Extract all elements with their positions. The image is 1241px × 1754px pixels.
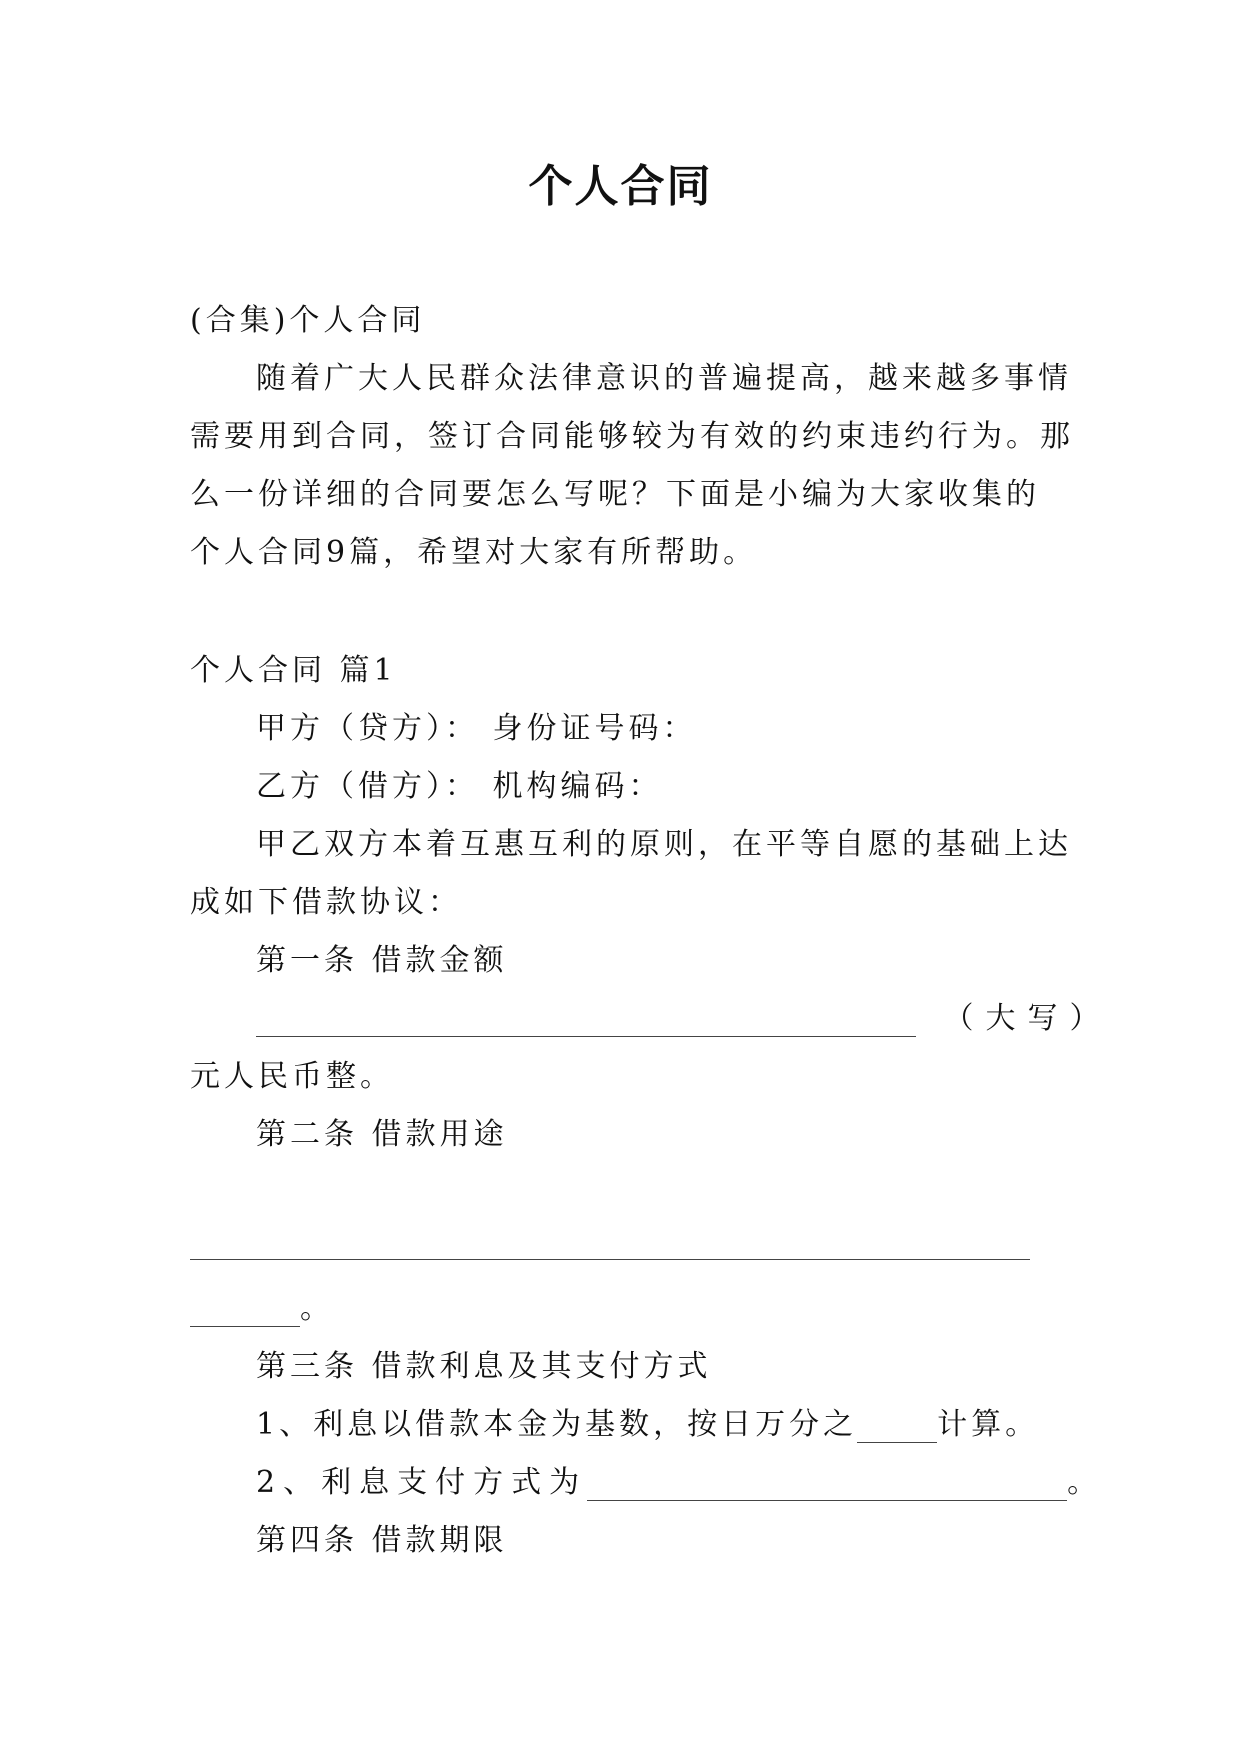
purpose-blank: [190, 1229, 1030, 1260]
purpose-blank-2: [190, 1296, 300, 1327]
article1-continuation: 元人民币整。: [190, 1059, 394, 1094]
agreement-line-2: 成如下借款协议：: [190, 885, 462, 920]
intro-line-3: 么一份详细的合同要怎么写呢？下面是小编为大家收集的: [190, 477, 1040, 512]
amount-suffix: （大写）: [943, 1001, 1112, 1036]
agreement-line-1: 甲乙双方本着互惠互利的原则，在平等自愿的基础上达: [256, 827, 1072, 862]
purpose-blank-end: [190, 1283, 334, 1327]
subtitle: (合集)个人合同: [190, 303, 426, 338]
article3-heading: 第三条 借款利息及其支付方式: [256, 1349, 712, 1384]
interest-rate-blank: [857, 1412, 937, 1443]
purpose-blank-line: [190, 1225, 1030, 1260]
article3-item1: [256, 1399, 1039, 1443]
item1-prefix: 1、利息以借款本金为基数，按日万分之: [256, 1407, 858, 1442]
intro-line-1: 随着广大人民群众法律意识的普遍提高，越来越多事情: [256, 361, 1072, 396]
article2-heading: 第二条 借款用途: [256, 1117, 508, 1152]
payment-method-blank: [587, 1470, 1067, 1501]
article3-item2: [256, 1457, 1105, 1501]
item2-suffix: 。: [1067, 1465, 1106, 1500]
section-heading: 个人合同 篇1: [190, 653, 397, 688]
party-a-line: 甲方（贷方）： 身份证号码：: [256, 711, 697, 746]
item1-suffix: 计算。: [937, 1407, 1040, 1442]
intro-line-4: 个人合同9篇，希望对大家有所帮助。: [190, 535, 758, 570]
article1-heading: 第一条 借款金额: [256, 943, 508, 978]
purpose-end: 。: [300, 1291, 334, 1326]
item2-prefix: 2、利息支付方式为: [256, 1465, 588, 1500]
document-title: 个人合同: [528, 161, 713, 212]
article1-amount-line: [256, 993, 1112, 1037]
party-b-line: 乙方（借方）： 机构编码：: [256, 769, 663, 804]
article4-heading: 第四条 借款期限: [256, 1523, 508, 1558]
intro-line-2: 需要用到合同，签订合同能够较为有效的约束违约行为。那: [190, 419, 1074, 454]
amount-blank: [256, 1006, 916, 1037]
